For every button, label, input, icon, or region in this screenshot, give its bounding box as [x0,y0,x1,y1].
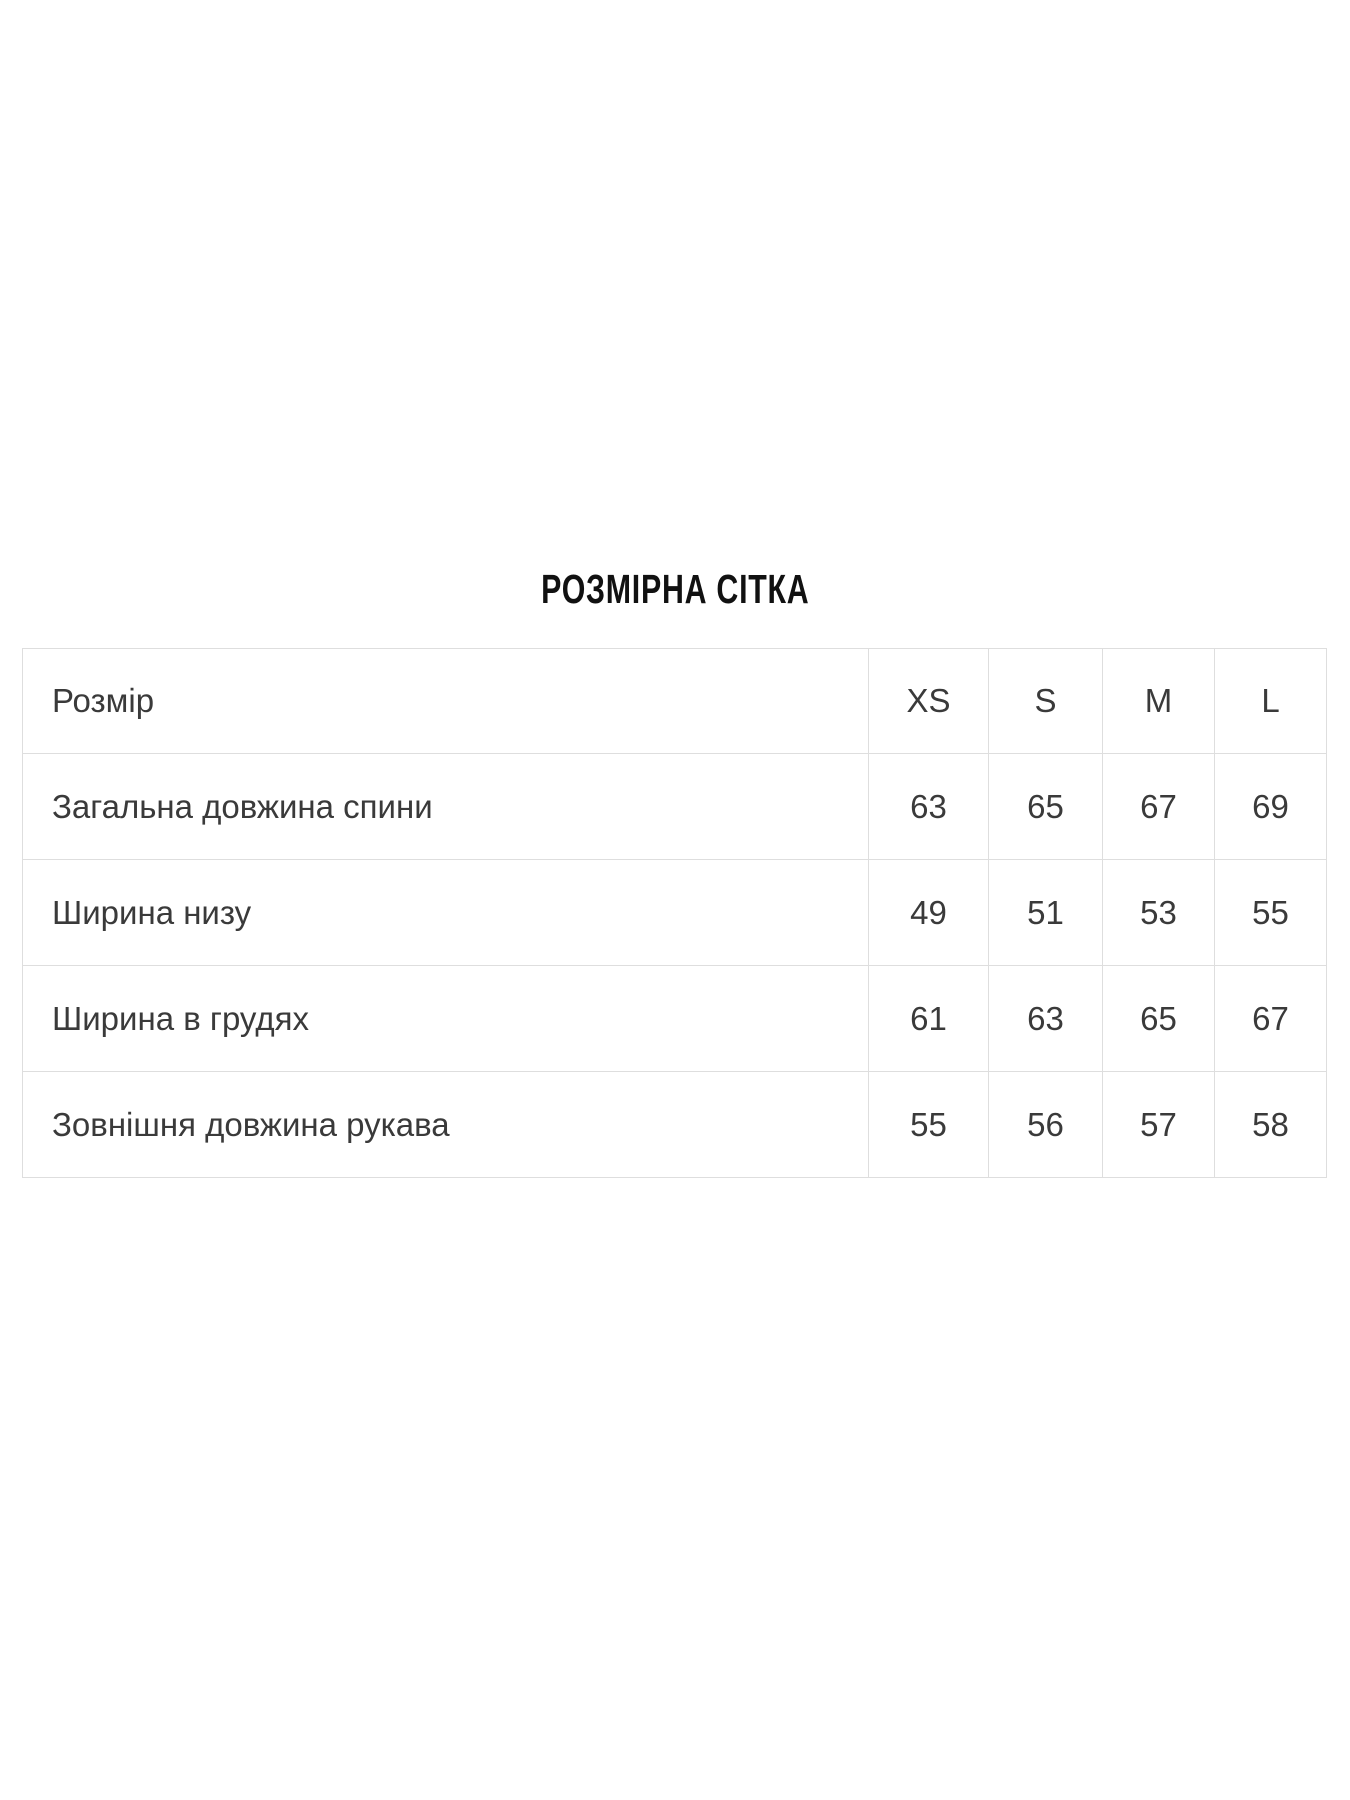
measurement-value-m: 53 [1103,860,1215,966]
size-chart-title-text: РОЗМІРНА СІТКА [540,566,810,612]
size-table-header-row [23,649,1327,754]
table-row-chest-width [23,966,1327,1072]
measurement-value-m: 67 [1103,754,1215,860]
header-size-label: Розмір [23,649,869,754]
measurement-value-s: 65 [989,754,1103,860]
measurement-value-l: 55 [1215,860,1327,966]
measurement-value-s: 51 [989,860,1103,966]
size-table [22,648,1327,1178]
measurement-value-l: 58 [1215,1072,1327,1178]
size-chart-title [0,566,1350,613]
measurement-value-xs: 49 [869,860,989,966]
measurement-value-l: 67 [1215,966,1327,1072]
measurement-value-m: 65 [1103,966,1215,1072]
measurement-label: Ширина в грудях [23,966,869,1072]
measurement-value-l: 69 [1215,754,1327,860]
header-size-s: S [989,649,1103,754]
measurement-value-xs: 63 [869,754,989,860]
measurement-value-xs: 55 [869,1072,989,1178]
table-row-back-length [23,754,1327,860]
measurement-value-xs: 61 [869,966,989,1072]
measurement-value-s: 63 [989,966,1103,1072]
header-size-m: M [1103,649,1215,754]
header-size-xs: XS [869,649,989,754]
measurement-value-m: 57 [1103,1072,1215,1178]
measurement-label: Загальна довжина спини [23,754,869,860]
measurement-label: Ширина низу [23,860,869,966]
table-row-sleeve-length [23,1072,1327,1178]
header-size-l: L [1215,649,1327,754]
table-row-bottom-width [23,860,1327,966]
measurement-label: Зовнішня довжина рукава [23,1072,869,1178]
measurement-value-s: 56 [989,1072,1103,1178]
